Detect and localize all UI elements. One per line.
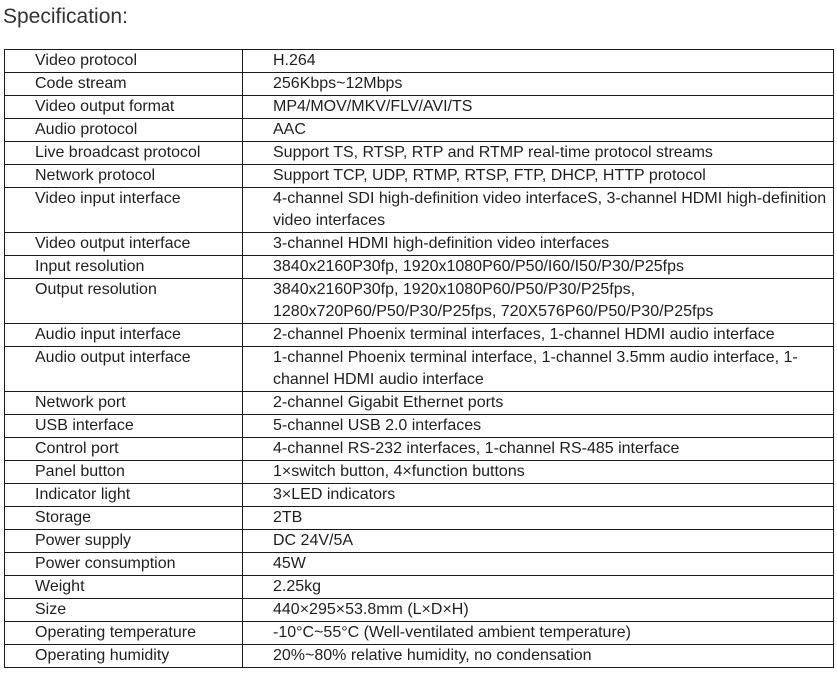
spec-label: Panel button xyxy=(5,461,243,484)
spec-label: Video protocol xyxy=(5,50,243,73)
spec-value: 4-channel SDI high-definition video interfaceS, 3-channel HDMI high-definition video interfaces xyxy=(243,188,834,233)
table-row xyxy=(5,599,834,622)
spec-value: 3840x2160P30fp, 1920x1080P60/P50/P30/P25fps, 1280x720P60/P50/P30/P25fps, 720X576P60/P50/P30/P25fps xyxy=(243,279,834,324)
table-row xyxy=(5,484,834,507)
spec-value: 1×switch button, 4×function buttons xyxy=(243,461,834,484)
spec-label: Audio output interface xyxy=(5,347,243,392)
page-heading: Specification: xyxy=(3,5,128,28)
table-row xyxy=(5,438,834,461)
spec-label: Video output format xyxy=(5,96,243,119)
spec-value: 20%~80% relative humidity, no condensation xyxy=(243,645,834,668)
spec-label: Audio input interface xyxy=(5,324,243,347)
spec-value: Support TCP, UDP, RTMP, RTSP, FTP, DHCP, HTTP protocol xyxy=(243,165,834,188)
spec-label: USB interface xyxy=(5,415,243,438)
spec-value: 256Kbps~12Mbps xyxy=(243,73,834,96)
spec-label: Input resolution xyxy=(5,256,243,279)
spec-value: H.264 xyxy=(243,50,834,73)
table-row xyxy=(5,507,834,530)
spec-label: Weight xyxy=(5,576,243,599)
table-row xyxy=(5,96,834,119)
spec-label: Control port xyxy=(5,438,243,461)
spec-label: Indicator light xyxy=(5,484,243,507)
spec-value: 2-channel Gigabit Ethernet ports xyxy=(243,392,834,415)
table-row xyxy=(5,165,834,188)
table-row xyxy=(5,347,834,392)
table-row xyxy=(5,188,834,233)
spec-value: 45W xyxy=(243,553,834,576)
spec-value: 4-channel RS-232 interfaces, 1-channel RS-485 interface xyxy=(243,438,834,461)
spec-label: Live broadcast protocol xyxy=(5,142,243,165)
table-row xyxy=(5,233,834,256)
table-row xyxy=(5,50,834,73)
spec-label: Video output interface xyxy=(5,233,243,256)
table-row xyxy=(5,553,834,576)
spec-label: Size xyxy=(5,599,243,622)
spec-value: 3×LED indicators xyxy=(243,484,834,507)
table-row xyxy=(5,576,834,599)
table-row xyxy=(5,645,834,668)
table-row xyxy=(5,392,834,415)
spec-label: Storage xyxy=(5,507,243,530)
spec-value: -10°C~55°C (Well-ventilated ambient temperature) xyxy=(243,622,834,645)
spec-label: Video input interface xyxy=(5,188,243,233)
table-row xyxy=(5,461,834,484)
spec-value: 5-channel USB 2.0 interfaces xyxy=(243,415,834,438)
table-row xyxy=(5,622,834,645)
spec-table xyxy=(4,49,834,668)
table-row xyxy=(5,119,834,142)
table-row xyxy=(5,324,834,347)
spec-label: Output resolution xyxy=(5,279,243,324)
table-row xyxy=(5,530,834,553)
spec-label: Power consumption xyxy=(5,553,243,576)
spec-value: 2.25kg xyxy=(243,576,834,599)
spec-label: Power supply xyxy=(5,530,243,553)
spec-value: DC 24V/5A xyxy=(243,530,834,553)
table-row xyxy=(5,415,834,438)
table-row xyxy=(5,142,834,165)
table-row xyxy=(5,73,834,96)
spec-value: Support TS, RTSP, RTP and RTMP real-time protocol streams xyxy=(243,142,834,165)
spec-label: Network port xyxy=(5,392,243,415)
spec-label: Audio protocol xyxy=(5,119,243,142)
spec-value: 2-channel Phoenix terminal interfaces, 1-channel HDMI audio interface xyxy=(243,324,834,347)
spec-label: Network protocol xyxy=(5,165,243,188)
spec-label: Operating humidity xyxy=(5,645,243,668)
spec-value: 3-channel HDMI high-definition video interfaces xyxy=(243,233,834,256)
spec-value: MP4/MOV/MKV/FLV/AVI/TS xyxy=(243,96,834,119)
spec-value: 440×295×53.8mm (L×D×H) xyxy=(243,599,834,622)
spec-value: 1-channel Phoenix terminal interface, 1-channel 3.5mm audio interface, 1-channel HDMI audio interface xyxy=(243,347,834,392)
table-row xyxy=(5,279,834,324)
spec-value: 3840x2160P30fp, 1920x1080P60/P50/I60/I50/P30/P25fps xyxy=(243,256,834,279)
table-row xyxy=(5,256,834,279)
spec-value: 2TB xyxy=(243,507,834,530)
spec-label: Operating temperature xyxy=(5,622,243,645)
spec-label: Code stream xyxy=(5,73,243,96)
spec-value: AAC xyxy=(243,119,834,142)
